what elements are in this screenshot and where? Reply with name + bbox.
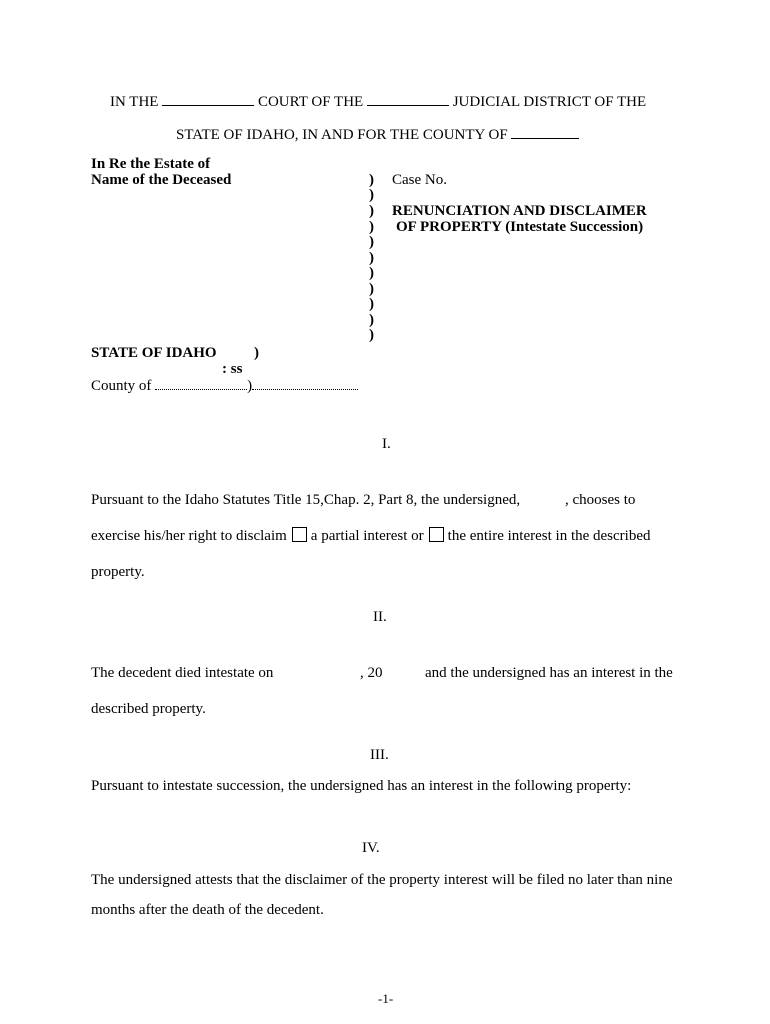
document-title-line-2: OF PROPERTY (Intestate Succession) [396, 219, 644, 235]
venue-ss: : ss [222, 361, 243, 377]
paren: ) [369, 312, 374, 328]
section-4-text-b: months after the death of the decedent. [91, 902, 324, 918]
section-1-text-b: , chooses to [565, 492, 636, 508]
paren: ) [369, 203, 374, 219]
section-2-text-d: described property. [91, 701, 206, 717]
venue-county-line [91, 376, 358, 395]
case-number-label: Case No. [392, 172, 447, 188]
venue-county-of: County of [91, 378, 152, 394]
section-4-numeral: IV. [362, 840, 380, 856]
section-1-text-c: exercise his/her right to disclaim [91, 528, 287, 544]
page-number: -1- [378, 991, 394, 1006]
in-re-estate: In Re the Estate of [91, 156, 211, 172]
district-number-blank[interactable] [367, 92, 449, 106]
section-2-text-a: The decedent died intestate on [91, 665, 274, 681]
paren: ) [369, 234, 374, 250]
section-1-disclaim-line [91, 527, 651, 545]
venue-county-blank[interactable] [155, 376, 247, 390]
section-1-text-d: property. [91, 564, 145, 580]
section-3-numeral: III. [370, 747, 389, 763]
court-name-blank[interactable] [162, 92, 254, 106]
section-2-numeral: II. [373, 609, 387, 625]
section-4-text-a: The undersigned attests that the disclaimer of the property interest will be filed no later than nine [91, 872, 673, 888]
paren: ) [369, 219, 374, 235]
section-2-text-b: , 20 [360, 665, 383, 681]
section-3-text-a: Pursuant to intestate succession, the undersigned has an interest in the following property: [91, 778, 632, 794]
name-of-deceased: Name of the Deceased [91, 172, 232, 188]
section-1-text-a: Pursuant to the Idaho Statutes Title 15,Chap. 2, Part 8, the undersigned, [91, 492, 521, 508]
venue-county-blank-2[interactable] [252, 376, 358, 390]
header-state-county: STATE OF IDAHO, IN AND FOR THE COUNTY OF [176, 127, 508, 143]
partial-interest-label: a partial interest or [310, 528, 424, 544]
paren: ) [369, 327, 374, 343]
header-judicial-district: JUDICIAL DISTRICT OF THE [452, 94, 647, 110]
header-line-1 [110, 92, 646, 111]
header-court-of-the: COURT OF THE [257, 94, 364, 110]
paren: ) [369, 296, 374, 312]
section-1-numeral: I. [382, 436, 391, 452]
header-line-2 [176, 125, 579, 144]
header-in-the: IN THE [110, 94, 159, 110]
entire-interest-label: the entire interest in the described [447, 528, 651, 544]
paren: ) [369, 265, 374, 281]
venue-state: STATE OF IDAHO [91, 345, 217, 361]
entire-interest-checkbox[interactable] [429, 527, 444, 542]
paren: ) [369, 250, 374, 266]
venue-county-paren: ) [247, 378, 253, 394]
partial-interest-checkbox[interactable] [292, 527, 307, 542]
document-title-line-1: RENUNCIATION AND DISCLAIMER [392, 203, 647, 219]
paren: ) [369, 281, 374, 297]
county-name-blank[interactable] [511, 125, 579, 139]
venue-paren: ) [254, 345, 259, 361]
paren: ) [369, 172, 374, 188]
section-2-text-c: and the undersigned has an interest in the [425, 665, 673, 681]
paren: ) [369, 187, 374, 203]
